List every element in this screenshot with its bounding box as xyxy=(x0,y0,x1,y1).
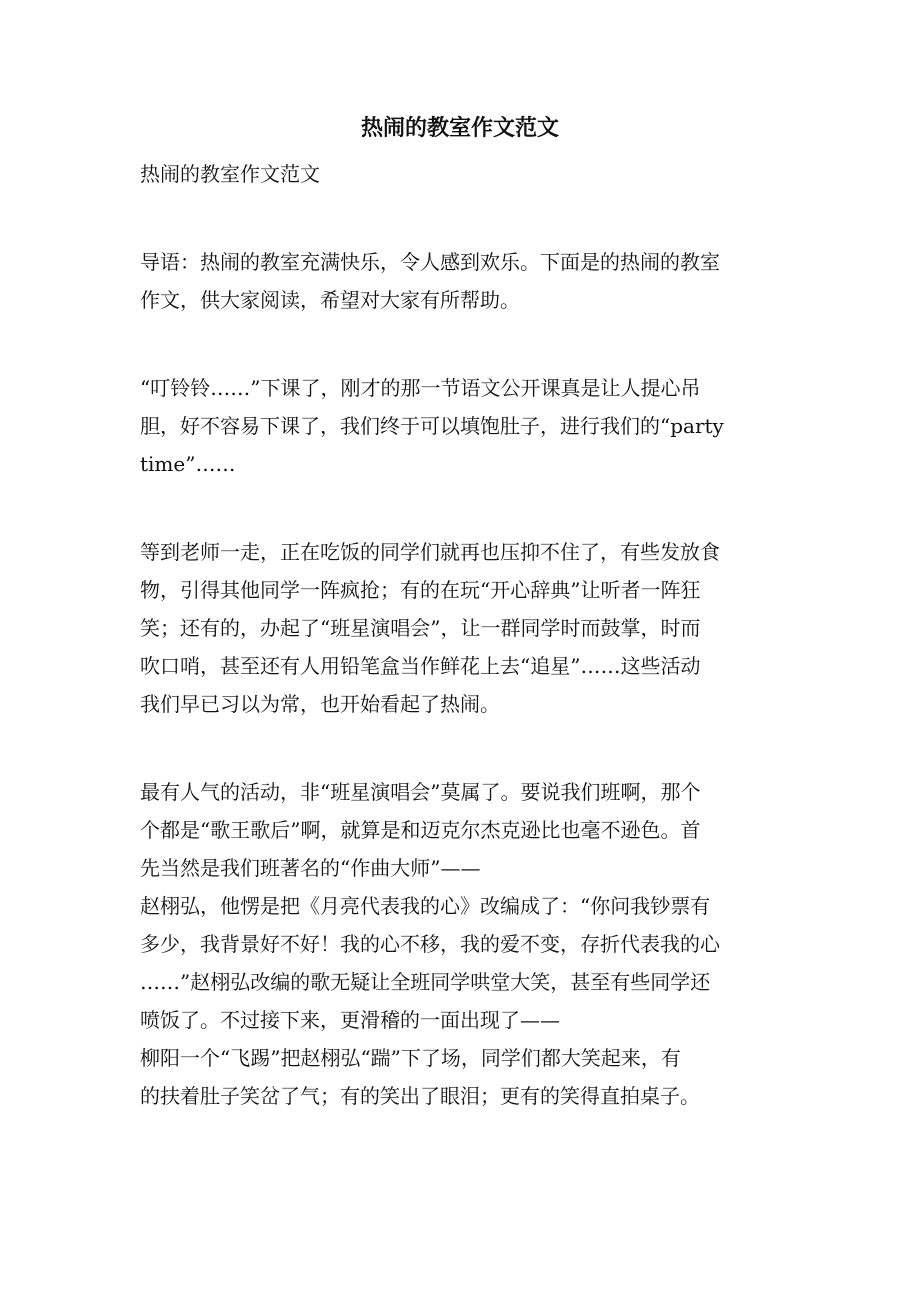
document-title: 热闹的教室作文范文 xyxy=(360,115,559,141)
paragraph-gap xyxy=(140,483,785,533)
document-body xyxy=(140,155,785,1115)
document-subtitle: 热闹的教室作文范文 xyxy=(140,162,320,186)
paragraph-intro: 导语：热闹的教室充满快乐，令人感到欢乐。下面是的热闹的教室 作文，供大家阅读，希望对大家有所帮助。 xyxy=(140,250,720,312)
paragraph-concert: 最有人气的活动，非“班星演唱会”莫属了。要说我们班啊，那个 个都是“歌王歌后”啊，就算是和迈克尔杰克逊比也毫不逊色。首 先当然是我们班著名的“作曲大师”—— 赵栩弘，他愣是把《月亮代表我的心》改编成了：“你问我钞票有 多少，我背景好不好！我的心不移，我的爱不变，存折代表我的心 ……”赵栩弘改编的歌无疑让全班同学哄堂大笑，甚至有些同学还 喷饭了。不过接下来，更滑稽的一面出现了—— 柳阳一个“飞踢”把赵栩弘“踹”下了场，同学们都大笑起来，有 的扶着肚子笑岔了气；有的笑出了眼泪；更有的笑得直拍桌子。 xyxy=(140,780,720,1108)
paragraph-activities: 等到老师一走，正在吃饭的同学们就再也压抑不住了，有些发放食 物，引得其他同学一阵疯抢；有的在玩“开心辞典”让听者一阵狂 笑；还有的，办起了“班星演唱会”，让一群同学时而鼓掌，时而 吹口哨，甚至还有人用铅笔盒当作鲜花上去“追星”……这些活动 我们早已习以为常，也开始看起了热闹。 xyxy=(140,540,720,716)
paragraph-gap xyxy=(140,319,785,369)
paragraph-bell: “叮铃铃……”下课了，刚才的那一节语文公开课真是让人提心吊 胆，好不容易下课了，我们终于可以填饱肚子，进行我们的“party time”…… xyxy=(140,376,724,476)
paragraph-gap xyxy=(140,723,785,773)
paragraph-gap xyxy=(140,193,785,243)
